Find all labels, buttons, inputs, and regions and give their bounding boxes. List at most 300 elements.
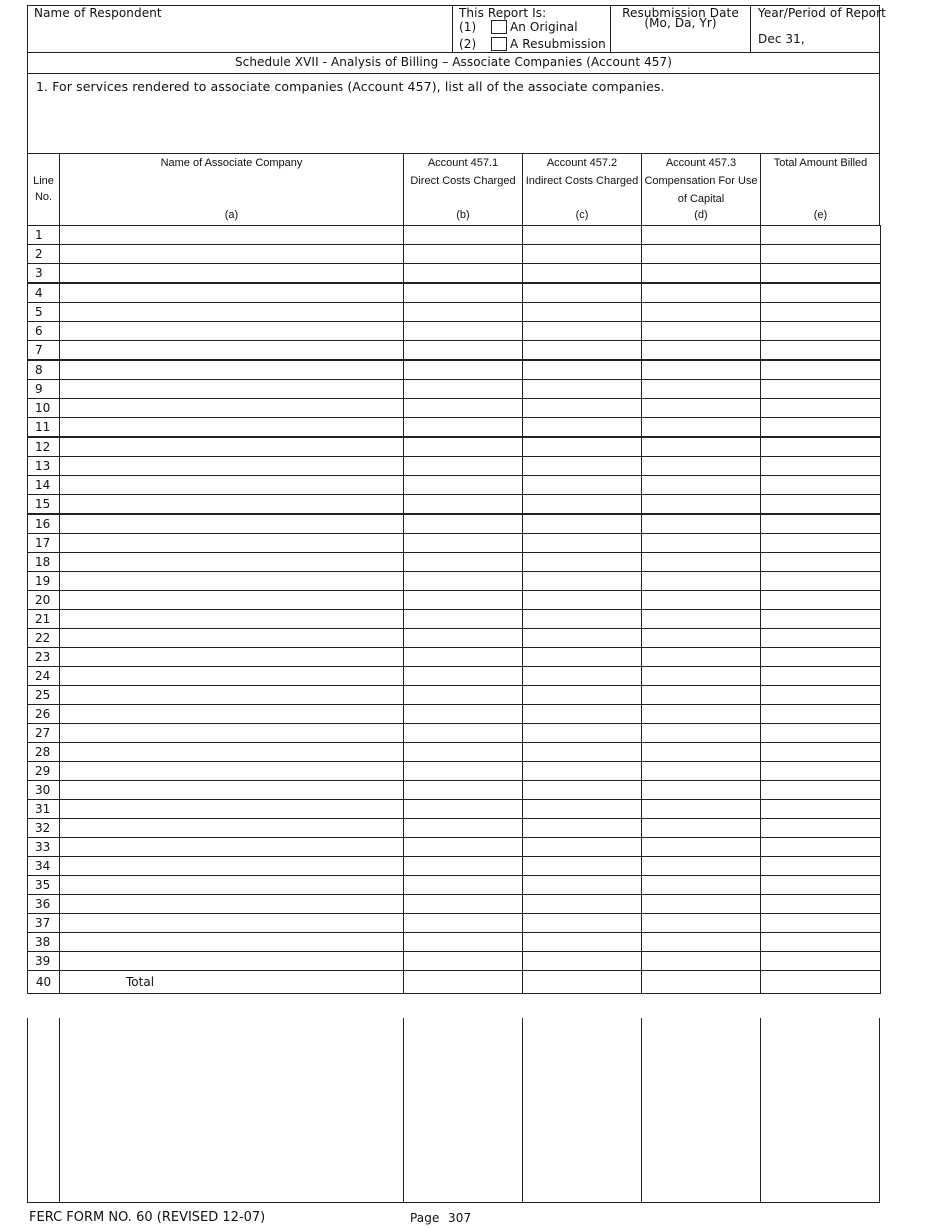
line-number: 21 — [28, 610, 60, 629]
company-name-cell[interactable] — [60, 245, 404, 264]
table-row — [28, 610, 881, 629]
indirect-costs-cell[interactable] — [523, 743, 642, 762]
company-name-cell[interactable] — [60, 648, 404, 667]
compensation-cell[interactable] — [642, 743, 761, 762]
compensation-cell[interactable] — [642, 322, 761, 341]
compensation-cell[interactable] — [642, 283, 761, 303]
indirect-costs-cell[interactable] — [523, 819, 642, 838]
table-row — [28, 705, 881, 724]
compensation-cell[interactable] — [642, 952, 761, 971]
compensation-cell[interactable] — [642, 933, 761, 952]
compensation-cell[interactable] — [642, 495, 761, 515]
indirect-costs-cell[interactable] — [523, 283, 642, 303]
compensation-cell[interactable] — [642, 457, 761, 476]
indirect-costs-cell[interactable] — [523, 800, 642, 819]
indirect-costs-cell[interactable] — [523, 245, 642, 264]
col-d-title-3: of Capital — [677, 193, 725, 205]
direct-costs-cell[interactable] — [404, 418, 523, 438]
company-name-cell[interactable] — [60, 226, 404, 245]
column-header — [27, 153, 880, 226]
line-number: 1 — [28, 226, 60, 245]
table-row — [28, 914, 881, 933]
indirect-costs-cell[interactable] — [523, 399, 642, 418]
direct-costs-cell[interactable] — [404, 514, 523, 534]
total-row — [28, 971, 881, 994]
line-number: 33 — [28, 838, 60, 857]
table-row — [28, 629, 881, 648]
company-name-cell[interactable] — [60, 283, 404, 303]
direct-costs-cell[interactable] — [404, 800, 523, 819]
line-number: 24 — [28, 667, 60, 686]
direct-costs-cell[interactable] — [404, 914, 523, 933]
indirect-costs-cell[interactable] — [523, 380, 642, 399]
option1-label: An Original — [510, 20, 578, 34]
line-label-1: Line — [33, 175, 54, 187]
company-name-cell[interactable] — [60, 380, 404, 399]
compensation-cell[interactable] — [642, 303, 761, 322]
line-number: 26 — [28, 705, 60, 724]
total-billed-cell[interactable] — [761, 857, 881, 876]
company-name-cell[interactable] — [60, 667, 404, 686]
company-name-cell[interactable] — [60, 705, 404, 724]
direct-costs-cell[interactable] — [404, 495, 523, 515]
line-number: 7 — [28, 341, 60, 361]
company-name-cell[interactable] — [60, 591, 404, 610]
indirect-costs-cell[interactable] — [523, 418, 642, 438]
indirect-costs-cell[interactable] — [523, 322, 642, 341]
total-billed-cell[interactable] — [761, 514, 881, 534]
compensation-cell[interactable] — [642, 838, 761, 857]
direct-costs-cell[interactable] — [404, 534, 523, 553]
table-row — [28, 724, 881, 743]
table-row — [28, 648, 881, 667]
company-name-cell[interactable] — [60, 495, 404, 515]
line-number: 15 — [28, 495, 60, 515]
table-row — [28, 667, 881, 686]
table-row — [28, 341, 881, 361]
indirect-costs-cell[interactable] — [523, 705, 642, 724]
line-number: 27 — [28, 724, 60, 743]
company-name-cell[interactable] — [60, 399, 404, 418]
col-c-title-1: Account 457.2 — [546, 157, 618, 169]
table-row — [28, 495, 881, 515]
indirect-costs-cell[interactable] — [523, 591, 642, 610]
table-row — [28, 283, 881, 303]
total-billed-cell[interactable] — [761, 610, 881, 629]
direct-costs-cell[interactable] — [404, 457, 523, 476]
col-e-letter: (e) — [813, 209, 828, 221]
direct-costs-cell[interactable] — [404, 341, 523, 361]
total-billed-cell[interactable] — [761, 226, 881, 245]
indirect-costs-cell[interactable] — [523, 264, 642, 284]
table-row — [28, 264, 881, 284]
direct-costs-cell[interactable] — [404, 838, 523, 857]
indirect-costs-cell[interactable] — [523, 572, 642, 591]
resubmission-date-box[interactable] — [610, 5, 751, 53]
compensation-cell[interactable] — [642, 553, 761, 572]
compensation-cell[interactable] — [642, 667, 761, 686]
company-name-cell[interactable] — [60, 876, 404, 895]
total-billed-cell[interactable] — [761, 667, 881, 686]
total-billed-cell[interactable] — [761, 914, 881, 933]
table-row — [28, 857, 881, 876]
total-billed-cell[interactable] — [761, 648, 881, 667]
company-name-cell[interactable] — [60, 914, 404, 933]
company-name-header — [60, 154, 403, 172]
table-row — [28, 895, 881, 914]
company-name-cell[interactable] — [60, 819, 404, 838]
indirect-costs-cell[interactable] — [523, 648, 642, 667]
total-indirect-costs[interactable] — [523, 971, 642, 994]
indirect-costs-cell[interactable] — [523, 476, 642, 495]
schedule-title: Schedule XVII - Analysis of Billing – Associate Companies (Account 457) — [234, 55, 673, 69]
table-row — [28, 553, 881, 572]
table-row — [28, 838, 881, 857]
line-number: 37 — [28, 914, 60, 933]
col-b-title-1: Account 457.1 — [427, 157, 499, 169]
direct-costs-cell[interactable] — [404, 724, 523, 743]
compensation-cell[interactable] — [642, 437, 761, 457]
respondent-box[interactable] — [27, 5, 453, 53]
compensation-cell[interactable] — [642, 648, 761, 667]
company-name-cell[interactable] — [60, 933, 404, 952]
total-billed-cell[interactable] — [761, 629, 881, 648]
company-name-cell[interactable] — [60, 686, 404, 705]
original-checkbox[interactable] — [491, 20, 507, 34]
compensation-cell[interactable] — [642, 514, 761, 534]
company-name-cell[interactable] — [60, 610, 404, 629]
compensation-cell[interactable] — [642, 629, 761, 648]
indirect-costs-cell[interactable] — [523, 629, 642, 648]
total-billed-cell[interactable] — [761, 724, 881, 743]
col-d-title-2: Compensation For Use — [644, 175, 758, 187]
line-number: 34 — [28, 857, 60, 876]
direct-costs-cell[interactable] — [404, 264, 523, 284]
company-name-cell[interactable] — [60, 743, 404, 762]
col-d-title-1: Account 457.3 — [665, 157, 737, 169]
compensation-cell[interactable] — [642, 724, 761, 743]
total-billed-cell[interactable] — [761, 534, 881, 553]
direct-costs-cell[interactable] — [404, 686, 523, 705]
indirect-costs-cell[interactable] — [523, 838, 642, 857]
company-name-cell[interactable] — [60, 437, 404, 457]
total-billed-cell[interactable] — [761, 476, 881, 495]
table-row — [28, 819, 881, 838]
line-number: 6 — [28, 322, 60, 341]
total-billed-cell[interactable] — [761, 245, 881, 264]
total-billed-cell[interactable] — [761, 800, 881, 819]
indirect-costs-cell[interactable] — [523, 495, 642, 515]
company-name-cell[interactable] — [60, 895, 404, 914]
total-billed-cell[interactable] — [761, 418, 881, 438]
company-name-cell[interactable] — [60, 724, 404, 743]
compensation-cell[interactable] — [642, 380, 761, 399]
total-compensation[interactable] — [642, 971, 761, 994]
company-name-cell[interactable] — [60, 418, 404, 438]
line-number: 4 — [28, 283, 60, 303]
total-billed-cell[interactable] — [761, 838, 881, 857]
compensation-cell[interactable] — [642, 686, 761, 705]
company-name-cell[interactable] — [60, 457, 404, 476]
total-billed-cell[interactable] — [761, 360, 881, 380]
col-d-letter: (d) — [694, 209, 708, 221]
table-row — [28, 322, 881, 341]
line-no-header — [28, 172, 59, 206]
compensation-cell[interactable] — [642, 895, 761, 914]
table-row — [28, 781, 881, 800]
total-billed-cell[interactable] — [761, 933, 881, 952]
total-billed-cell[interactable] — [761, 572, 881, 591]
compensation-cell[interactable] — [642, 245, 761, 264]
line-number: 19 — [28, 572, 60, 591]
direct-costs-cell[interactable] — [404, 283, 523, 303]
line-label-2: No. — [34, 191, 53, 203]
total-billed-cell[interactable] — [761, 437, 881, 457]
compensation-cell[interactable] — [642, 418, 761, 438]
indirect-costs-cell[interactable] — [523, 667, 642, 686]
compensation-cell[interactable] — [642, 762, 761, 781]
direct-costs-cell[interactable] — [404, 743, 523, 762]
total-billed-cell[interactable] — [761, 686, 881, 705]
direct-costs-cell[interactable] — [404, 553, 523, 572]
line-number: 3 — [28, 264, 60, 284]
indirect-costs-cell[interactable] — [523, 514, 642, 534]
table-row — [28, 514, 881, 534]
col-b-letter: (b) — [456, 209, 470, 221]
direct-costs-cell[interactable] — [404, 819, 523, 838]
company-name-cell[interactable] — [60, 553, 404, 572]
line-number: 28 — [28, 743, 60, 762]
total-billed-cell[interactable] — [761, 495, 881, 515]
direct-costs-cell[interactable] — [404, 476, 523, 495]
compensation-cell[interactable] — [642, 341, 761, 361]
total-billed-cell[interactable] — [761, 457, 881, 476]
direct-costs-cell[interactable] — [404, 895, 523, 914]
col-a-title: Name of Associate Company — [160, 157, 303, 169]
total-amount-billed[interactable] — [761, 971, 881, 994]
compensation-cell[interactable] — [642, 264, 761, 284]
line-number: 31 — [28, 800, 60, 819]
total-billed-cell[interactable] — [761, 303, 881, 322]
page-label: Page — [410, 1211, 440, 1225]
indirect-costs-cell[interactable] — [523, 952, 642, 971]
company-name-cell[interactable] — [60, 303, 404, 322]
indirect-costs-cell[interactable] — [523, 437, 642, 457]
company-name-cell[interactable] — [60, 762, 404, 781]
table-row — [28, 399, 881, 418]
line-number: 22 — [28, 629, 60, 648]
direct-costs-cell[interactable] — [404, 591, 523, 610]
direct-costs-cell[interactable] — [404, 399, 523, 418]
col-c-title-2: Indirect Costs Charged — [525, 175, 639, 187]
total-billed-cell[interactable] — [761, 322, 881, 341]
total-billed-cell[interactable] — [761, 781, 881, 800]
compensation-cell[interactable] — [642, 781, 761, 800]
blank-area — [27, 1018, 880, 1203]
schedule-title-bar — [27, 52, 880, 74]
direct-costs-header — [404, 154, 522, 190]
indirect-costs-cell[interactable] — [523, 895, 642, 914]
col-e-title: Total Amount Billed — [773, 157, 868, 169]
company-name-cell[interactable] — [60, 534, 404, 553]
direct-costs-cell[interactable] — [404, 762, 523, 781]
line-number: 14 — [28, 476, 60, 495]
company-name-cell[interactable] — [60, 322, 404, 341]
option2-number: (2) — [459, 37, 477, 51]
compensation-cell[interactable] — [642, 800, 761, 819]
company-name-cell[interactable] — [60, 629, 404, 648]
direct-costs-cell[interactable] — [404, 360, 523, 380]
line-number: 30 — [28, 781, 60, 800]
indirect-costs-cell[interactable] — [523, 534, 642, 553]
direct-costs-cell[interactable] — [404, 648, 523, 667]
compensation-cell[interactable] — [642, 857, 761, 876]
indirect-costs-cell[interactable] — [523, 341, 642, 361]
total-billed-cell[interactable] — [761, 762, 881, 781]
compensation-cell[interactable] — [642, 572, 761, 591]
line-number: 35 — [28, 876, 60, 895]
table-row — [28, 591, 881, 610]
direct-costs-cell[interactable] — [404, 781, 523, 800]
line-number: 11 — [28, 418, 60, 438]
compensation-cell[interactable] — [642, 360, 761, 380]
company-name-cell[interactable] — [60, 800, 404, 819]
direct-costs-cell[interactable] — [404, 303, 523, 322]
total-billed-cell[interactable] — [761, 553, 881, 572]
direct-costs-cell[interactable] — [404, 572, 523, 591]
line-number: 20 — [28, 591, 60, 610]
indirect-costs-cell[interactable] — [523, 762, 642, 781]
direct-costs-cell[interactable] — [404, 952, 523, 971]
company-name-cell[interactable] — [60, 857, 404, 876]
company-name-cell[interactable] — [60, 476, 404, 495]
instruction-text: 1. For services rendered to associate companies (Account 457), list all of the associate companies. — [36, 79, 665, 94]
total-billed-cell[interactable] — [761, 876, 881, 895]
total-billed-cell[interactable] — [761, 705, 881, 724]
direct-costs-cell[interactable] — [404, 876, 523, 895]
table-row — [28, 952, 881, 971]
total-billed-cell[interactable] — [761, 380, 881, 399]
indirect-costs-cell[interactable] — [523, 303, 642, 322]
compensation-cell[interactable] — [642, 610, 761, 629]
indirect-costs-cell[interactable] — [523, 857, 642, 876]
compensation-cell[interactable] — [642, 476, 761, 495]
indirect-costs-cell[interactable] — [523, 781, 642, 800]
indirect-costs-cell[interactable] — [523, 360, 642, 380]
company-name-cell[interactable] — [60, 572, 404, 591]
line-number: 38 — [28, 933, 60, 952]
company-name-cell[interactable] — [60, 838, 404, 857]
indirect-costs-cell[interactable] — [523, 686, 642, 705]
direct-costs-cell[interactable] — [404, 380, 523, 399]
indirect-costs-cell[interactable] — [523, 610, 642, 629]
total-direct-costs[interactable] — [404, 971, 523, 994]
table-row — [28, 686, 881, 705]
table-row — [28, 933, 881, 952]
table-row — [28, 534, 881, 553]
company-name-cell[interactable] — [60, 264, 404, 284]
option2-label: A Resubmission — [510, 37, 606, 51]
direct-costs-cell[interactable] — [404, 667, 523, 686]
col-c-letter: (c) — [575, 209, 589, 221]
total-billed-cell[interactable] — [761, 399, 881, 418]
total-billed-cell[interactable] — [761, 341, 881, 361]
compensation-cell[interactable] — [642, 591, 761, 610]
total-billed-cell[interactable] — [761, 819, 881, 838]
total-billed-cell[interactable] — [761, 952, 881, 971]
company-name-cell[interactable] — [60, 360, 404, 380]
line-number: 5 — [28, 303, 60, 322]
line-number: 13 — [28, 457, 60, 476]
table-row — [28, 437, 881, 457]
direct-costs-cell[interactable] — [404, 629, 523, 648]
direct-costs-cell[interactable] — [404, 857, 523, 876]
compensation-cell[interactable] — [642, 876, 761, 895]
compensation-cell[interactable] — [642, 819, 761, 838]
compensation-cell[interactable] — [642, 534, 761, 553]
compensation-cell[interactable] — [642, 705, 761, 724]
direct-costs-cell[interactable] — [404, 245, 523, 264]
indirect-costs-cell[interactable] — [523, 457, 642, 476]
line-number: 18 — [28, 553, 60, 572]
compensation-cell[interactable] — [642, 914, 761, 933]
total-billed-header — [761, 154, 880, 172]
company-name-cell[interactable] — [60, 514, 404, 534]
indirect-costs-cell[interactable] — [523, 933, 642, 952]
compensation-cell[interactable] — [642, 226, 761, 245]
direct-costs-cell[interactable] — [404, 705, 523, 724]
table-row — [28, 762, 881, 781]
total-billed-cell[interactable] — [761, 283, 881, 303]
company-name-cell[interactable] — [60, 952, 404, 971]
line-number: 17 — [28, 534, 60, 553]
total-billed-cell[interactable] — [761, 743, 881, 762]
indirect-costs-cell[interactable] — [523, 914, 642, 933]
year-period-box[interactable] — [750, 5, 886, 53]
company-name-cell[interactable] — [60, 781, 404, 800]
direct-costs-cell[interactable] — [404, 322, 523, 341]
line-number: 8 — [28, 360, 60, 380]
total-label: Total — [60, 971, 404, 994]
direct-costs-cell[interactable] — [404, 437, 523, 457]
indirect-costs-cell[interactable] — [523, 553, 642, 572]
year-period-label: Year/Period of Report — [758, 6, 886, 20]
line-number: 10 — [28, 399, 60, 418]
total-billed-cell[interactable] — [761, 895, 881, 914]
direct-costs-cell[interactable] — [404, 610, 523, 629]
respondent-label: Name of Respondent — [34, 6, 162, 20]
table-row — [28, 245, 881, 264]
total-billed-cell[interactable] — [761, 591, 881, 610]
company-name-cell[interactable] — [60, 341, 404, 361]
col-a-letter: (a) — [224, 209, 239, 221]
total-billed-cell[interactable] — [761, 264, 881, 284]
table-row — [28, 457, 881, 476]
instructions-box — [27, 73, 880, 154]
indirect-costs-cell[interactable] — [523, 724, 642, 743]
indirect-costs-cell[interactable] — [523, 226, 642, 245]
direct-costs-cell[interactable] — [404, 933, 523, 952]
direct-costs-cell[interactable] — [404, 226, 523, 245]
line-number: 9 — [28, 380, 60, 399]
report-is-label: This Report Is: — [459, 6, 547, 20]
compensation-cell[interactable] — [642, 399, 761, 418]
table-row — [28, 226, 881, 245]
indirect-costs-cell[interactable] — [523, 876, 642, 895]
total-line-number: 40 — [28, 971, 60, 994]
line-number: 36 — [28, 895, 60, 914]
resubmission-checkbox[interactable] — [491, 37, 507, 51]
